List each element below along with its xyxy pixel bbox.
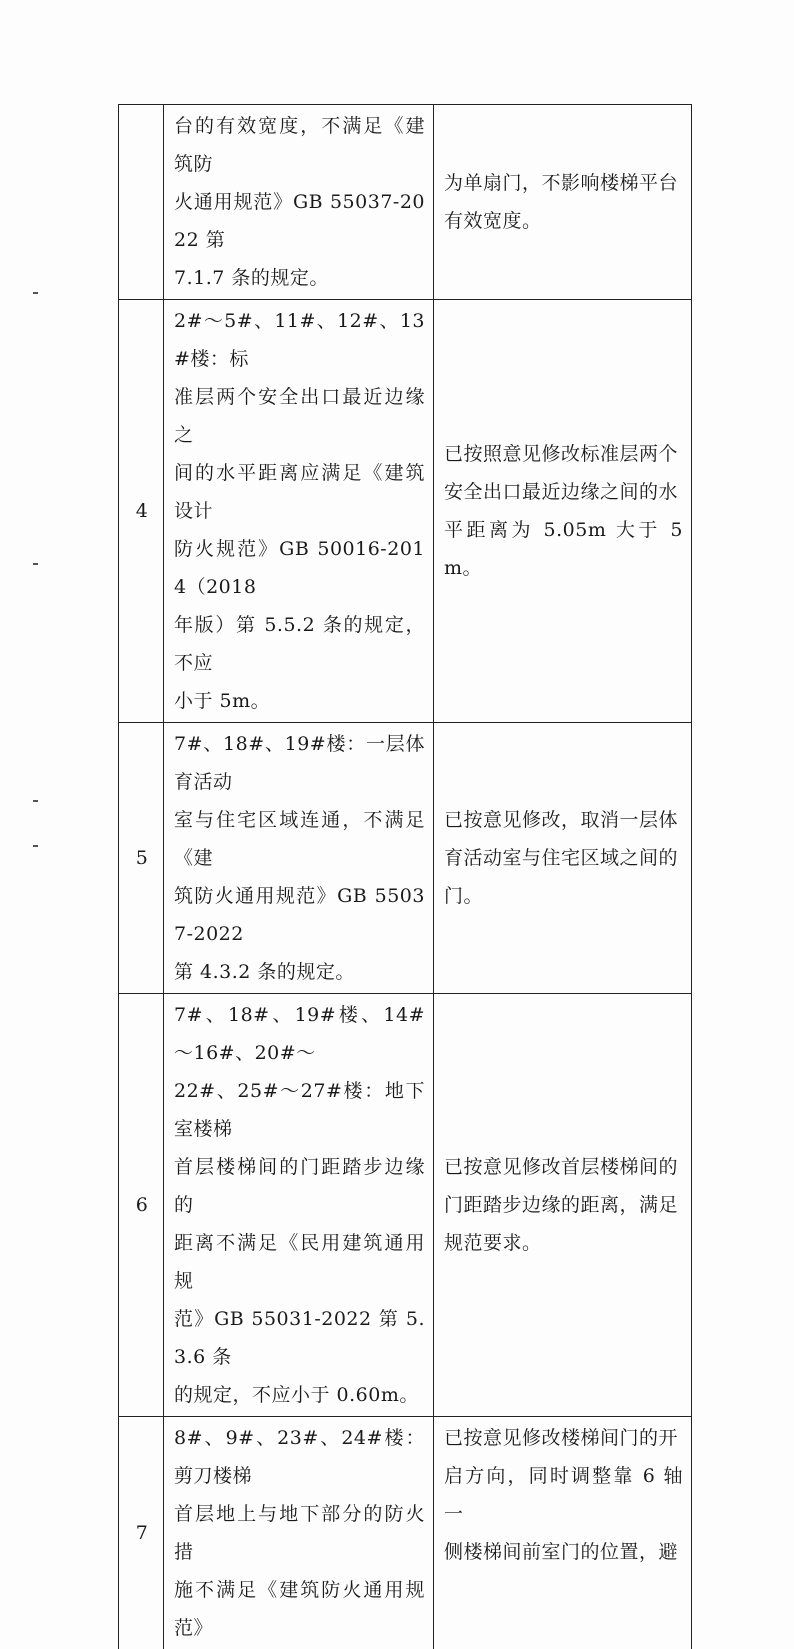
- table-row: [119, 1417, 692, 1649]
- row-number: 6: [119, 994, 164, 1417]
- binding-mark: [33, 800, 38, 802]
- response-text: 已按意见修改，取消一层体 育活动室与住宅区域之间的 门。: [434, 723, 692, 994]
- response-text: 已按意见修改楼梯间门的开 启方向，同时调整靠 6 轴一 侧楼梯间前室门的位置，避: [434, 1417, 692, 1649]
- response-text: 已按照意见修改标准层两个 安全出口最近边缘之间的水 平距离为 5.05m 大于 5m。: [434, 300, 692, 723]
- table-row: [119, 105, 692, 300]
- row-number: 4: [119, 300, 164, 723]
- review-comment: 台的有效宽度，不满足《建筑防 火通用规范》GB 55037-2022 第 7.1.7 条的规定。: [164, 105, 434, 300]
- row-number: 5: [119, 723, 164, 994]
- review-comment: 2#～5#、11#、12#、13#楼：标 准层两个安全出口最近边缘之 间的水平距离应满足《建筑设计 防火规范》GB 50016-2014（2018 年版）第 5.5.2 条的规定，不应 小于 5m。: [164, 300, 434, 723]
- response-text: 已按意见修改首层楼梯间的 门距踏步边缘的距离，满足 规范要求。: [434, 994, 692, 1417]
- binding-mark: [33, 292, 38, 294]
- binding-mark: [33, 845, 38, 847]
- binding-mark: [33, 563, 38, 565]
- row-number: [119, 105, 164, 300]
- table-row: [119, 723, 692, 994]
- review-comments-table: [118, 104, 692, 1649]
- review-comment: 7#、18#、19#楼：一层体育活动 室与住宅区域连通，不满足《建 筑防火通用规范》GB 55037-2022 第 4.3.2 条的规定。: [164, 723, 434, 994]
- row-number: 7: [119, 1417, 164, 1649]
- review-comment: 8#、9#、23#、24#楼：剪刀楼梯 首层地上与地下部分的防火措 施不满足《建筑防火通用规范》: [164, 1417, 434, 1649]
- table-row: [119, 300, 692, 723]
- response-text: 为单扇门，不影响楼梯平台 有效宽度。: [434, 105, 692, 300]
- review-comment: 7#、18#、19#楼、14#～16#、20#～ 22#、25#～27#楼：地下室楼梯 首层楼梯间的门距踏步边缘的 距离不满足《民用建筑通用规 范》GB 55031-2022 第 5.3.6 条 的规定，不应小于 0.60m。: [164, 994, 434, 1417]
- table-row: [119, 994, 692, 1417]
